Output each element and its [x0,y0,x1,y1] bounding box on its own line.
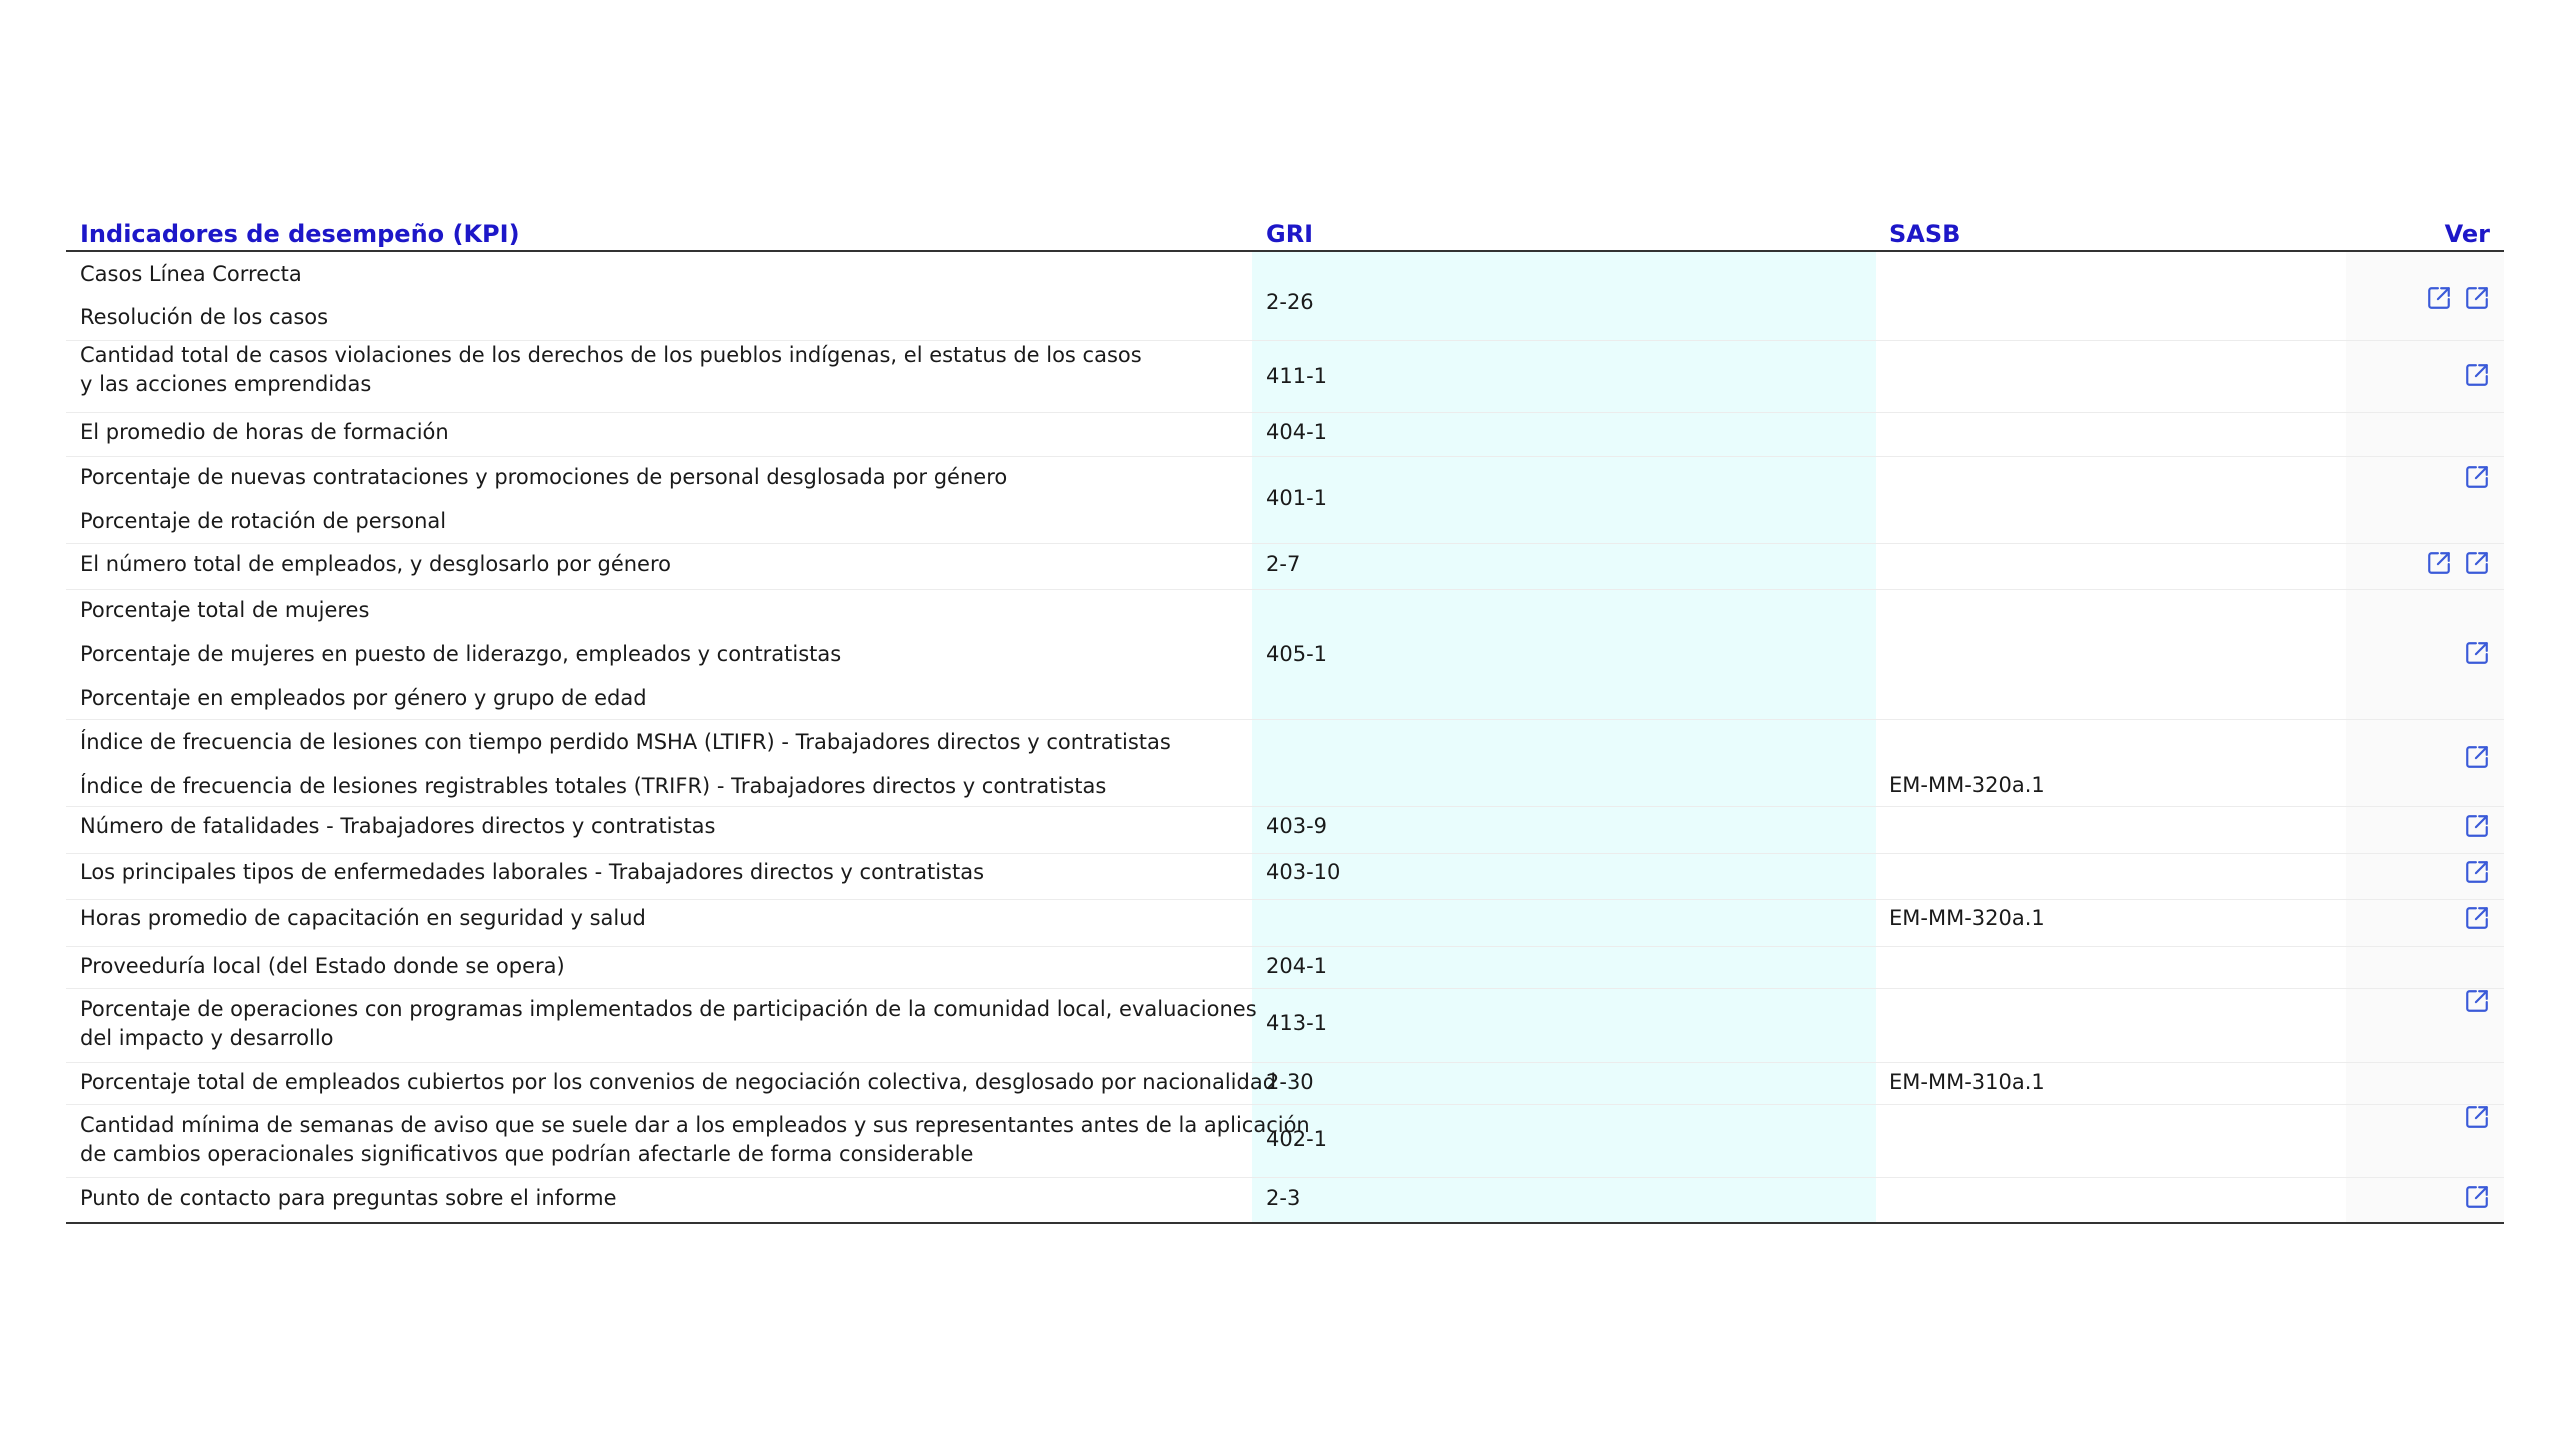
gri-code: 2-3 [1266,1186,1301,1210]
external-link-icon[interactable] [2464,813,2490,839]
external-link-icon[interactable] [2464,1184,2490,1210]
gri-code: 405-1 [1266,642,1328,666]
external-link-icon[interactable] [2464,1104,2490,1130]
gri-code: 403-10 [1266,860,1341,884]
kpi-text: Porcentaje en empleados por género y grupo de edad [80,686,647,710]
kpi-text: Índice de frecuencia de lesiones registrables totales (TRIFR) - Trabajadores directos y contratistas [80,774,1107,798]
kpi-text: Resolución de los casos [80,305,329,329]
kpi-text: Porcentaje total de empleados cubiertos por los convenios de negociación colectiva, desglosado por nacionalidad [80,1070,1277,1094]
row-separator [66,853,2504,854]
external-link-icon[interactable] [2464,905,2490,931]
kpi-text: Casos Línea Correcta [80,262,302,286]
bottom-rule [66,1222,2504,1224]
gri-code: 411-1 [1266,364,1328,388]
kpi-text: Cantidad mínima de semanas de aviso que se suele dar a los empleados y sus representantes antes de la aplicación [80,1113,1310,1137]
external-link-icon[interactable] [2426,285,2452,311]
gri-code: 2-26 [1266,290,1314,314]
row-separator [66,412,2504,413]
gri-code: 413-1 [1266,1011,1328,1035]
kpi-text: Horas promedio de capacitación en seguridad y salud [80,906,646,930]
sasb-code: EM-MM-310a.1 [1889,1070,2045,1094]
sasb-code: EM-MM-320a.1 [1889,906,2045,930]
kpi-text: Porcentaje de nuevas contrataciones y promociones de personal desglosada por género [80,465,1008,489]
row-separator [66,946,2504,947]
external-link-icon[interactable] [2464,640,2490,666]
kpi-text: y las acciones emprendidas [80,372,372,396]
gri-code: 402-1 [1266,1127,1328,1151]
kpi-text: Porcentaje de mujeres en puesto de liderazgo, empleados y contratistas [80,642,842,666]
row-separator [66,1062,2504,1063]
kpi-text: de cambios operacionales significativos que podrían afectarle de forma considerable [80,1142,974,1166]
external-link-icon[interactable] [2464,550,2490,576]
row-separator [66,1104,2504,1105]
gri-code: 204-1 [1266,954,1328,978]
kpi-text: El promedio de horas de formación [80,420,449,444]
kpi-text: Número de fatalidades - Trabajadores directos y contratistas [80,814,716,838]
kpi-text: Porcentaje de rotación de personal [80,509,447,533]
row-separator [66,988,2504,989]
row-separator [66,719,2504,720]
gri-code: 2-7 [1266,552,1301,576]
row-separator [66,456,2504,457]
kpi-text: Índice de frecuencia de lesiones con tiempo perdido MSHA (LTIFR) - Trabajadores directos y contratistas [80,730,1171,754]
gri-column-highlight [1252,251,1876,1224]
header-gri: GRI [1266,220,1314,248]
gri-code: 403-9 [1266,814,1328,838]
kpi-text: Proveeduría local (del Estado donde se opera) [80,954,565,978]
kpi-text: Porcentaje de operaciones con programas implementados de participación de la comunidad local, evaluaciones [80,997,1257,1021]
sasb-code: EM-MM-320a.1 [1889,773,2045,797]
header-rule [66,250,2504,252]
external-link-icon[interactable] [2464,285,2490,311]
row-separator [66,1177,2504,1178]
ver-column-background [2346,251,2504,1224]
row-separator [66,899,2504,900]
gri-code: 404-1 [1266,420,1328,444]
kpi-text: Los principales tipos de enfermedades laborales - Trabajadores directos y contratistas [80,860,985,884]
external-link-icon[interactable] [2464,362,2490,388]
external-link-icon[interactable] [2426,550,2452,576]
kpi-text: Porcentaje total de mujeres [80,598,370,622]
kpi-text: Cantidad total de casos violaciones de los derechos de los pueblos indígenas, el estatus de los casos [80,343,1142,367]
header-sasb: SASB [1889,220,1961,248]
header-ver: Ver [2444,220,2490,248]
gri-code: 401-1 [1266,486,1328,510]
row-separator [66,543,2504,544]
kpi-table [66,206,2504,1224]
kpi-text: del impacto y desarrollo [80,1026,334,1050]
row-separator [66,806,2504,807]
kpi-text: Punto de contacto para preguntas sobre el informe [80,1186,617,1210]
external-link-icon[interactable] [2464,464,2490,490]
row-separator [66,589,2504,590]
external-link-icon[interactable] [2464,859,2490,885]
gri-code: 2-30 [1266,1070,1314,1094]
external-link-icon[interactable] [2464,988,2490,1014]
kpi-text: El número total de empleados, y desglosarlo por género [80,552,671,576]
header-kpi: Indicadores de desempeño (KPI) [80,220,520,248]
external-link-icon[interactable] [2464,744,2490,770]
